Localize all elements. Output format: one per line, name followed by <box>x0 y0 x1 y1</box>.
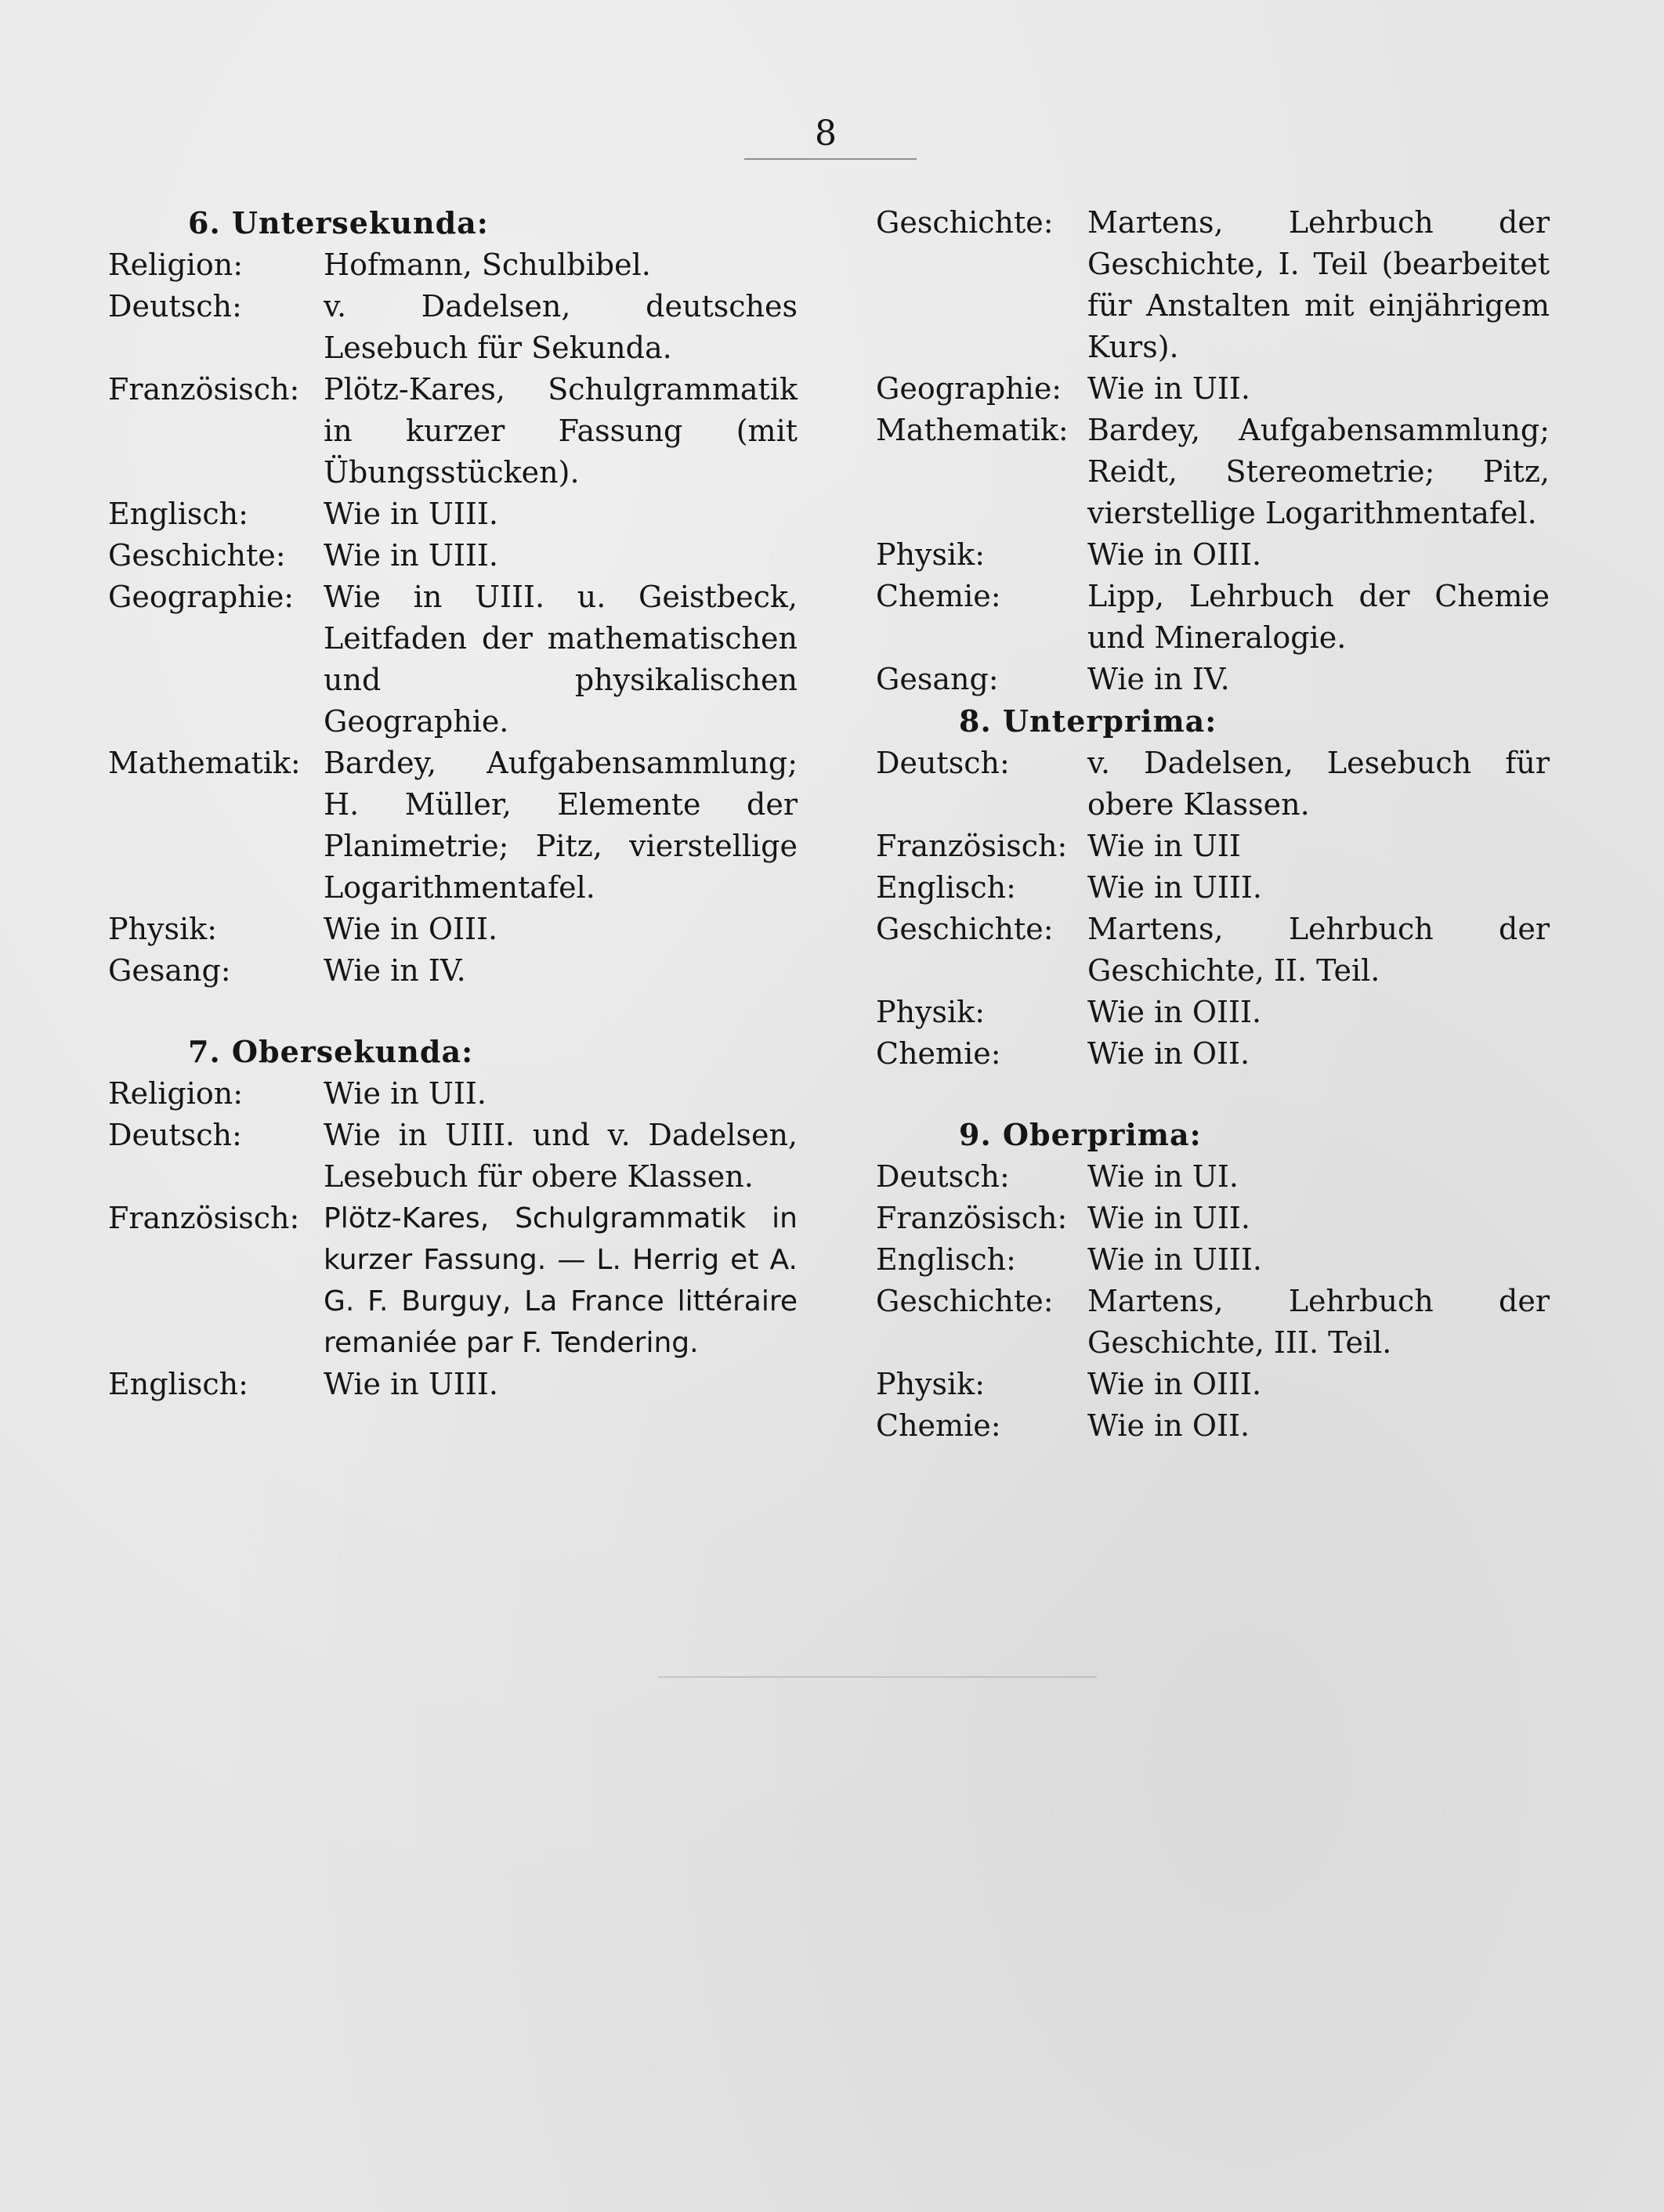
entry-physik <box>108 909 798 950</box>
section-unterprima <box>876 700 1550 1075</box>
entry-chemie <box>876 1405 1550 1447</box>
entry-physik <box>876 992 1550 1033</box>
book-list: Wie in UII. <box>1087 1201 1250 1235</box>
subject-label: Deutsch: <box>876 746 1010 780</box>
book-list: Wie in UIII. <box>324 1367 498 1401</box>
left-column <box>108 202 798 1405</box>
section-title: 9. Oberprima: <box>959 1117 1202 1152</box>
subject-label: Englisch: <box>108 497 248 531</box>
book-list: Wie in UIII. <box>324 538 498 573</box>
entry-chemie <box>876 576 1550 659</box>
book-list: Wie in OIII. <box>1087 1367 1262 1401</box>
subject-label: Physik: <box>108 912 217 946</box>
entry-deutsch <box>876 1156 1550 1198</box>
book-list: Hofmann, Schulbibel. <box>324 248 651 282</box>
book-list: Wie in OIII. <box>1087 995 1262 1029</box>
book-list: Wie in OII. <box>1087 1036 1250 1071</box>
right-column <box>876 202 1550 1447</box>
subject-label: Französisch: <box>876 829 1068 863</box>
subject-label: Geographie: <box>108 580 295 614</box>
entry-mathematik <box>108 743 798 909</box>
subject-label: Religion: <box>108 248 244 282</box>
subject-label: Französisch: <box>876 1201 1068 1235</box>
section-obersekunda <box>108 1031 798 1405</box>
entry-englisch <box>108 493 798 535</box>
entry-gesang <box>108 950 798 992</box>
book-list: Wie in UIII. <box>1087 870 1262 905</box>
subject-label: Geschichte: <box>876 205 1054 240</box>
entry-religion <box>108 244 798 286</box>
subject-label: Englisch: <box>876 1242 1016 1277</box>
subject-label: Chemie: <box>876 1408 1001 1443</box>
entry-franzoesisch <box>108 369 798 493</box>
subject-label: Geschichte: <box>876 912 1054 946</box>
entry-englisch <box>876 1239 1550 1281</box>
subject-label: Mathematik: <box>876 413 1069 447</box>
subject-label: Religion: <box>108 1076 244 1111</box>
subject-label: Deutsch: <box>108 1118 242 1152</box>
book-list: Wie in UIII. <box>1087 1242 1262 1277</box>
page-number: 8 <box>815 114 837 154</box>
book-list: Wie in UIII. und v. Dadelsen, Lesebuch für obere Klassen. <box>324 1118 798 1194</box>
book-list: Wie in UIII. <box>324 497 498 531</box>
book-list: Bardey, Aufgabensammlung; Reidt, Stereometrie; Pitz, vierstellige Logarithmentafel. <box>1087 413 1550 530</box>
book-list: Bardey, Aufgabensammlung; H. Müller, Elemente der Planimetrie; Pitz, vierstellige Logarithmentafel. <box>324 746 798 905</box>
book-list: Wie in OIII. <box>1087 537 1262 572</box>
subject-label: Mathematik: <box>108 746 301 780</box>
book-list: Wie in OII. <box>1087 1408 1250 1443</box>
book-list: Martens, Lehrbuch der Geschichte, I. Teil (bearbeitet für Anstalten mit einjährigem Kurs). <box>1087 205 1550 364</box>
entry-mathematik <box>876 410 1550 534</box>
book-list: Plötz-Kares, Schulgrammatik in kurzer Fassung (mit Übungsstücken). <box>324 372 798 490</box>
entry-geographie <box>876 368 1550 410</box>
subject-label: Physik: <box>876 995 985 1029</box>
book-list: Wie in UII. <box>1087 371 1250 406</box>
entry-geschichte <box>876 909 1550 992</box>
book-list: Plötz-Kares, Schulgrammatik in kurzer Fassung. — L. Herrig et A. G. F. Burguy, La France littéraire remaniée par F. Tendering. <box>324 1202 798 1359</box>
section-untersekunda <box>108 202 798 992</box>
subject-label: Französisch: <box>108 372 300 407</box>
subject-label: Geographie: <box>876 371 1062 406</box>
entry-geschichte <box>876 202 1550 368</box>
book-list: Wie in UII. <box>324 1076 487 1111</box>
book-list: Wie in UII <box>1087 829 1241 863</box>
book-list: Wie in OIII. <box>324 912 498 946</box>
book-list: v. Dadelsen, deutsches Lesebuch für Sekunda. <box>324 289 798 365</box>
book-list: Martens, Lehrbuch der Geschichte, II. Teil. <box>1087 912 1550 988</box>
subject-label: Chemie: <box>876 1036 1001 1071</box>
entry-englisch <box>108 1364 798 1405</box>
entry-franzoesisch <box>108 1198 798 1364</box>
subject-label: Französisch: <box>108 1201 300 1235</box>
subject-label: Gesang: <box>876 662 999 696</box>
entry-deutsch <box>876 743 1550 826</box>
subject-label: Deutsch: <box>108 289 242 323</box>
subject-label: Englisch: <box>876 870 1016 905</box>
subject-label: Physik: <box>876 537 985 572</box>
section-oberprima <box>876 1114 1550 1447</box>
subject-label: Chemie: <box>876 579 1001 613</box>
section-title: 7. Obersekunda: <box>188 1034 474 1069</box>
entry-englisch <box>876 867 1550 909</box>
section-obersekunda-continued <box>876 202 1550 700</box>
section-title: 8. Unterprima: <box>959 703 1217 739</box>
book-list: Wie in IV. <box>324 953 466 988</box>
entry-geschichte <box>876 1281 1550 1364</box>
header-rule <box>744 158 917 160</box>
entry-gesang <box>876 659 1550 700</box>
entry-religion <box>108 1073 798 1115</box>
entry-geschichte <box>108 535 798 576</box>
book-list: Wie in IV. <box>1087 662 1230 696</box>
entry-deutsch <box>108 286 798 369</box>
entry-franzoesisch <box>876 1198 1550 1239</box>
subject-label: Geschichte: <box>876 1284 1054 1318</box>
subject-label: Physik: <box>876 1367 985 1401</box>
entry-geographie <box>108 576 798 743</box>
bleed-through-rule <box>658 1676 1097 1678</box>
subject-label: Geschichte: <box>108 538 286 573</box>
book-list: Martens, Lehrbuch der Geschichte, III. Teil. <box>1087 1284 1550 1360</box>
section-title: 6. Untersekunda: <box>188 205 489 240</box>
book-list: v. Dadelsen, Lesebuch für obere Klassen. <box>1087 746 1550 822</box>
entry-physik <box>876 534 1550 576</box>
book-list: Wie in UI. <box>1087 1159 1239 1194</box>
entry-franzoesisch <box>876 826 1550 867</box>
book-list: Wie in UIII. u. Geistbeck, Leitfaden der mathematischen und physikalischen Geographie. <box>324 580 798 739</box>
subject-label: Gesang: <box>108 953 231 988</box>
subject-label: Deutsch: <box>876 1159 1010 1194</box>
book-list: Lipp, Lehrbuch der Chemie und Mineralogie. <box>1087 579 1550 655</box>
subject-label: Englisch: <box>108 1367 248 1401</box>
entry-chemie <box>876 1033 1550 1075</box>
entry-deutsch <box>108 1115 798 1198</box>
entry-physik <box>876 1364 1550 1405</box>
